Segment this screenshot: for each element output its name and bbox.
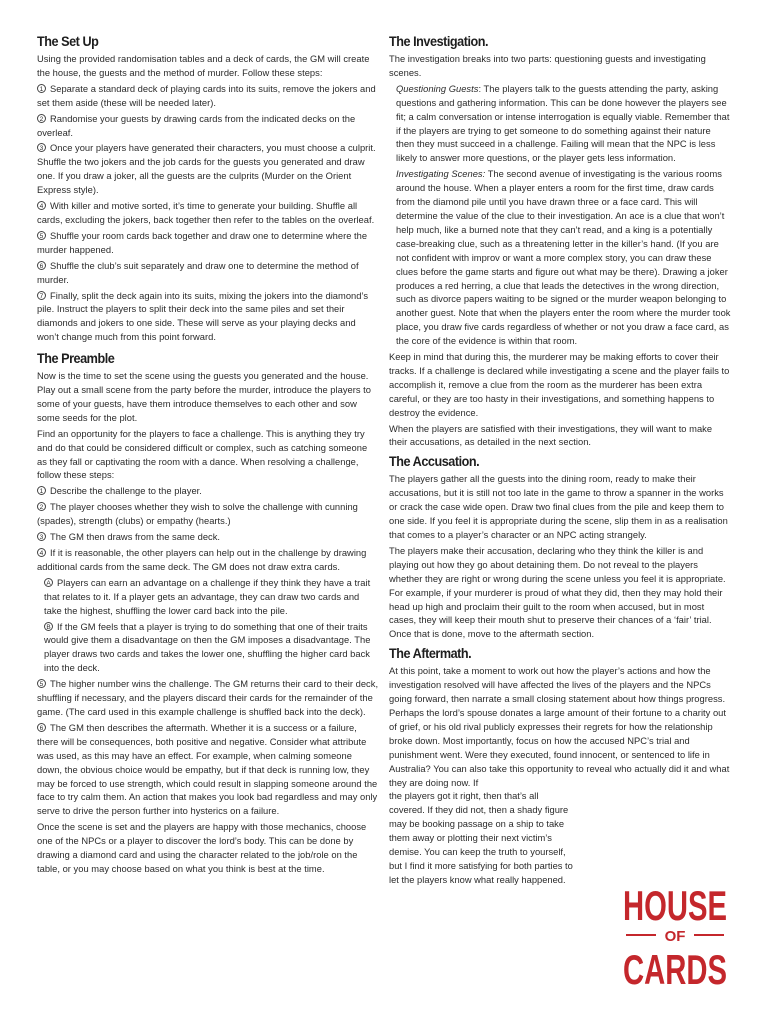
challenge-step (37, 485, 379, 499)
challenge-step (37, 547, 379, 575)
setup-heading: The Set Up (37, 34, 99, 49)
investigation-paragraph-3: When the players are satisfied with their investigations, they will want to make their accusations, as detailed in the next section. (389, 423, 713, 448)
aftermath-text: At this point, take a moment to work out how the player’s actions and how the investigation resolved will have affected the lives of the players and the NPCs going forward, then narrate a small closing statement about how things progress. Perhaps the lord’s spouse donates a large amount of their fortune to a charity out of grief, or his old rival publicly expresses their regrets for how the relationship broke down. Most importantly, focus on how the accused NPC’s trial and punishment went. Were they executed, found innocent, or sentenced to life in Australia? You can also take this opportunity to reveal who actually did it and what they are doing now. (389, 666, 730, 788)
step-text: If it is reasonable, the other players can help out in the challenge by drawing additional cards from the same deck. The GM does not draw extra cards. (37, 548, 367, 572)
challenge-sub-steps-list (44, 577, 379, 676)
challenge-sub-step (44, 577, 379, 619)
step-number-badge: 7 (37, 291, 46, 300)
step-number-badge: 3 (37, 143, 46, 152)
aftermath-heading: The Aftermath. (389, 646, 472, 662)
challenge-step (37, 531, 379, 545)
setup-step (37, 230, 379, 258)
setup-step (37, 260, 379, 288)
aftermath-line-0: If (473, 777, 479, 788)
step-text: The player chooses whether they wish to solve the challenge with cunning (spades), strength (clubs) or empathy (hearts.) (37, 502, 358, 527)
investigation-paragraph-2: Keep in mind that during this, the murderer may be making efforts to cover their tracks. If a challenge is declared while investigating a scene and the player fails to accomplish it, remove a clue from the room as the murderer has been extra careful, or they are too hasty in their investigations, and something happens to destroy the evidence. (389, 352, 730, 418)
accusation-heading: The Accusation. (389, 454, 480, 470)
left-column (37, 30, 379, 879)
challenge-step (37, 722, 379, 819)
step-number-badge: 1 (37, 486, 46, 495)
aftermath-line: but I find it more satisfying for both parties to (389, 860, 573, 871)
step-text: Shuffle your room cards back together and draw one to determine where the murder happened. (37, 230, 368, 255)
step-text: Shuffle the club’s suit separately and draw one to determine the method of murder. (37, 260, 359, 285)
investigating-scenes-paragraph (396, 168, 731, 349)
right-column (389, 30, 731, 888)
logo-line-house: HOUSE (623, 882, 727, 929)
closing-paragraph: Once the scene is set and the players are happy with those mechanics, choose one of the NPCs or a player to discover the lord’s body. This can be done by drawing a diamond card and using the character related to the job/role on the table, or you may choose based on what you think is best at the time. (37, 822, 367, 874)
step-number-badge: 6 (37, 723, 46, 732)
aftermath-line: demise. You can keep the truth to yourself, (389, 847, 566, 858)
accusation-paragraph-1: The players gather all the guests into the dining room, ready to make their accusations, but it is still not too late in the game to throw a spanner in the works or crack the case wide open. Draw two final clues from the pile and keep them to one side. If you feel it is appropriate during the scene, slip them in as a realisation that comes to a player’s character or an NPC acting strangely. (389, 474, 728, 540)
step-number-badge: 4 (37, 201, 46, 210)
step-text: The GM then draws from the same deck. (50, 532, 221, 543)
setup-step (37, 83, 379, 111)
step-number-badge: 4 (37, 548, 46, 557)
step-text: If the GM feels that a player is trying to do something that one of their traits would give them a disadvantage on then the GM imposes a disadvantage. The player draws two cards and takes the lower one, shuffling the higher card back into the deck. (44, 621, 371, 674)
questioning-guests-paragraph (396, 83, 731, 166)
questioning-guests-label: Questioning Guests (396, 83, 479, 94)
step-text: With killer and motive sorted, it’s time to generate your building. Shuffle all cards, excluding the jokers, back together then refer to the tables on the overleaf. (37, 201, 375, 225)
challenge-sub-step (44, 621, 379, 677)
step-number-badge: 5 (37, 231, 46, 240)
aftermath-line: covered. If they did not, then a shady figure (389, 805, 569, 816)
step-number-badge: 2 (37, 114, 46, 123)
aftermath-line: may be booking passage on a ship to take (389, 819, 565, 830)
step-number-badge: 5 (37, 679, 46, 688)
setup-intro: Using the provided randomisation tables and a deck of cards, the GM will create the house, the guests and the method of murder. Follow these steps: (37, 54, 370, 78)
challenge-steps-list (37, 485, 379, 574)
step-number-badge: B (44, 622, 53, 631)
step-text: The higher number wins the challenge. The GM returns their card to their deck, shuffling if necessary, and the players discard their cards for the remainder of the game. (The card used in this example challenge is shuffled back into the deck). (37, 679, 379, 717)
aftermath-line: them away or plotting their next victim’s (389, 833, 552, 844)
step-number-badge: 1 (37, 84, 46, 93)
investigation-intro: The investigation breaks into two parts: questioning guests and investigating scenes. (389, 54, 706, 78)
aftermath-line: let the players know what really happened. (389, 874, 566, 885)
step-text: The GM then describes the aftermath. Whether it is a success or a failure, there will be consequences, both positive and negative. Consider what attribute was used, as this may have an effect. For example, when calming someone down, the obvious choice would be empathy, but if that deck is running low, they may be forced to use strength, which could result in slapping someone around the face to try calm them. An action that makes you look bad regardless and may only serve to drive the person further into hysterics on a failure. (37, 722, 378, 817)
setup-step (37, 290, 379, 346)
step-number-badge: 6 (37, 261, 46, 270)
logo-line-of: OF (664, 928, 686, 945)
house-of-cards-logo (620, 880, 730, 993)
questioning-guests-text: : The players talk to the guests attending the party, asking questions and gathering information. This can be done however the players see fit; a calm conversation or intense interrogation is equally viable. Remember that if the players are trying to get someone to do something against their nature then they must succeed in a challenge. Failing will mean that the NPC is less likely to answer more questions, or the player gets less information. (396, 83, 730, 164)
step-text: Randomise your guests by drawing cards from the indicated decks on the overleaf. (37, 113, 356, 138)
preamble-paragraph-2: Find an opportunity for the players to face a challenge. This is anything they try and do that could be considered difficult or complex, such as catching someone as they fall or captivating the room with a dance. When resolving a challenge, follow these steps: (37, 428, 368, 481)
aftermath-wrapped-lines (389, 790, 731, 887)
setup-step (37, 142, 379, 198)
step-number-badge: A (44, 578, 53, 587)
investigating-scenes-text: The second avenue of investigating is the various rooms around the house. When a player enters a room for the first time, draw cards from the diamond pile until you have drawn three or a face card. This will determine the value of the clue to their investigation. An ace is a clue that won’t help much, like a burned note that they can’t read, and a king is a potentially case-breaking clue, such as a threatening letter in the killer’s hand. (If you are not confident with improv or want a more complex story, you can draw these clues before the game starts and figure out what may be there). Drawing a joker produces a red herring, a clue that leads the detectives in the wrong direction, such as divorce papers waiting to be signed or the murder weapon belonging to another guest. Note that when the players enter the room where the murder took place, you draw five cards regardless of whether or not you draw a face card, as the core of the evidence is within that room. (396, 169, 731, 347)
setup-step (37, 200, 379, 228)
challenge-step (37, 501, 379, 529)
step-text: Players can earn an advantage on a challenge if they think they have a trait that relates to it. If a player gets an advantage, they can draw two cards and take the highest, shuffling the lower card back into the pile. (44, 577, 371, 616)
preamble-paragraph-1: Now is the time to set the scene using the guests you generated and the house. Play out a small scene from the party before the murder, introduce the players to some of your guests, have them introduce themselves to each other and sow some seeds for the plot. (37, 371, 372, 423)
step-text: Describe the challenge to the player. (50, 486, 202, 497)
step-number-badge: 2 (37, 502, 46, 511)
challenge-step (37, 678, 379, 720)
aftermath-paragraph-1 (389, 665, 731, 790)
challenge-steps-list-2 (37, 678, 379, 819)
step-number-badge: 3 (37, 532, 46, 541)
investigation-heading: The Investigation. (389, 34, 489, 49)
setup-steps-list (37, 83, 379, 345)
setup-step (37, 113, 379, 141)
investigating-scenes-label: Investigating Scenes: (396, 169, 486, 180)
aftermath-line: the players got it right, then that’s all (389, 791, 539, 802)
step-text: Finally, split the deck again into its suits, mixing the jokers into the diamond’s pile. Instruct the players to split their deck into the same piles and set their diamonds and jokers to one side. These will serve as your playing decks and won’t change much from this point forward. (37, 290, 369, 343)
step-text: Separate a standard deck of playing cards into its suits, remove the jokers and set them aside (these will be needed later). (37, 83, 376, 108)
step-text: Once your players have generated their characters, you must choose a culprit. Shuffle the two jokers and the job cards for the guests you generated and draw one. If you draw a joker, all the guests are the culprits (Murder on the Orient Express style). (37, 143, 376, 196)
preamble-heading: The Preamble (37, 351, 115, 367)
logo-line-cards: CARDS (623, 946, 727, 993)
accusation-paragraph-2: The players make their accusation, declaring who they think the killer is and playing out how they go about detaining them. Do not reveal to the players whether they are right or wrong during the scene unless you feel it is appropriate. For example, if your murderer is proud of what they did, then they may hold their head up high and proclaim their guilt to the room when accused, but in most cases, they will keep their mouth shut to preserve their chances of a ‘fair’ trial. Once that is done, move to the aftermath section. (389, 545, 726, 640)
